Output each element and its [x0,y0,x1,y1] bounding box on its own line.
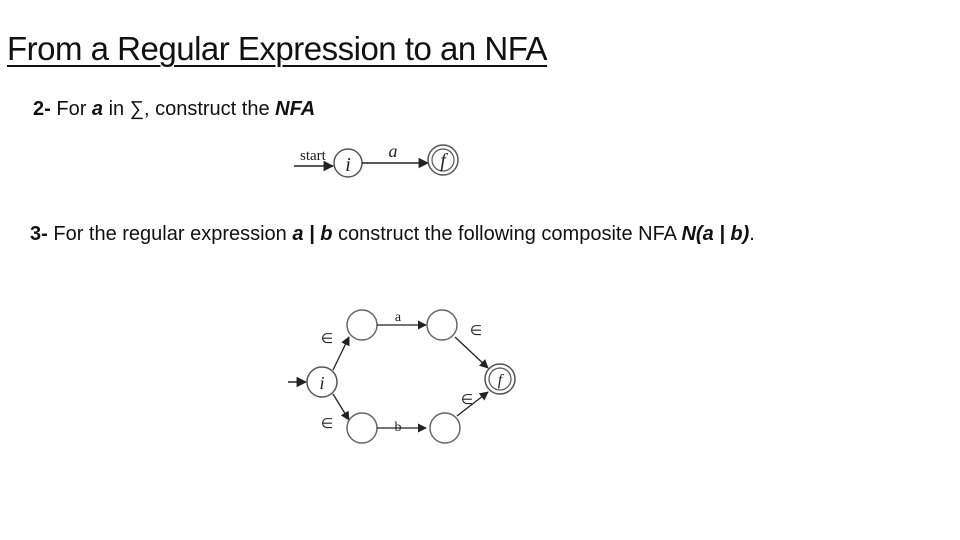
state-upper-2 [427,310,457,340]
union-nfa [288,310,515,443]
union-initial-label: i [319,373,325,393]
step-2-part1: For [50,98,92,120]
step-2-symbol: a [91,98,104,120]
step-2-number: 2- [33,98,51,120]
epsilon-label-upper-out: ∈ [469,324,483,339]
step-3-number: 3- [30,223,48,245]
step-3-nfa: N(a | b) [681,223,750,245]
union-final-label: f [497,372,503,389]
state-upper-1 [347,310,377,340]
edge-a-label: a [394,310,402,325]
epsilon-label-upper-in: ∈ [320,332,334,347]
edge-b-label: b [394,420,402,435]
step-2-part2: in ∑, construct the [103,98,276,120]
epsilon-edge-upper-out [455,337,488,368]
initial-state-label: i [345,154,351,176]
epsilon-label-lower-out: ∈ [460,393,474,408]
transition-label: a [388,141,398,161]
step-3-expression: a | b [292,223,333,245]
state-lower-1 [347,413,377,443]
state-lower-2 [430,413,460,443]
epsilon-edge-lower-in [333,394,349,420]
epsilon-label-lower-in: ∈ [320,417,334,432]
step-3-part1: For the regular expression [47,223,293,245]
slide-title: From a Regular Expression to an NFA [7,30,548,67]
single-symbol-nfa [294,141,458,177]
epsilon-edge-upper-in [333,337,349,370]
step-2-nfa: NFA [275,98,316,120]
start-label: start [300,148,326,164]
final-state-label: f [440,150,446,172]
step-3-end: . [749,223,755,245]
step-3-part2: construct the following composite NFA [332,223,682,245]
